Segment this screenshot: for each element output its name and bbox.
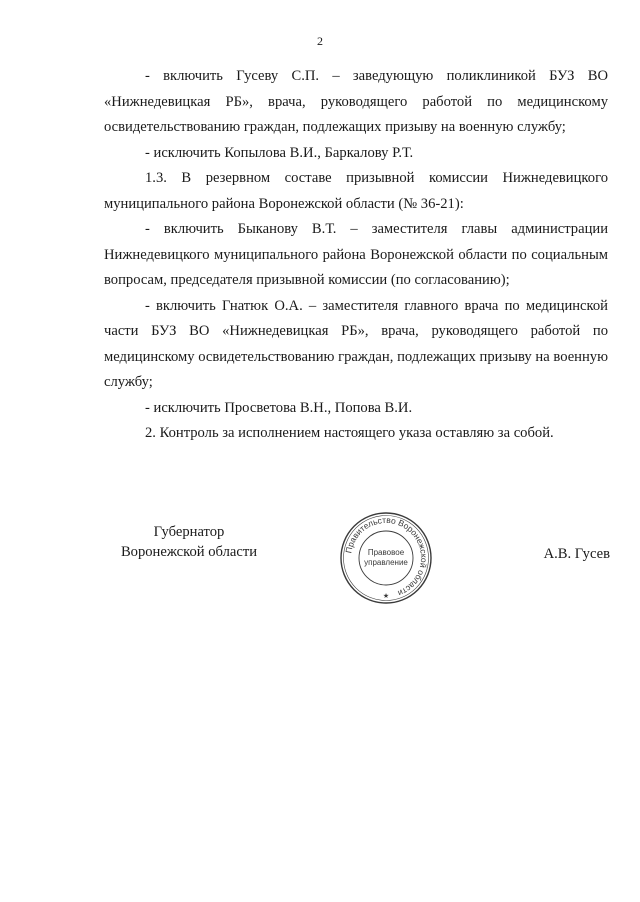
paragraph-include-gnatyuk: - включить Гнатюк О.А. – заместителя главного врача по медицинской части БУЗ ВО «Нижнедевицкая РБ», врача, руководящего работой по медицинскому освидетельствованию граждан, подлежащих призыву на военную службу; bbox=[104, 297, 608, 390]
signatory-name: А.В. Гусев bbox=[543, 546, 610, 562]
paragraph-exclude-kopylov: - исключить Копылова В.И., Баркалову Р.Т. bbox=[145, 144, 414, 161]
signatory-title-line1: Губернатор bbox=[153, 524, 225, 540]
document-body bbox=[104, 64, 608, 447]
paragraph-control: 2. Контроль за исполнением настоящего указа оставляю за собой. bbox=[145, 425, 554, 441]
stamp-star-icon: ★ bbox=[382, 592, 390, 600]
paragraph-reserve-commission: 1.3. В резервном составе призывной комиссии Нижнедевицкого муниципального района Воронежской области (№ 36-21): bbox=[104, 170, 608, 212]
paragraph-exclude-prosvetov: - исключить Просветова В.Н., Попова В.И. bbox=[145, 399, 413, 416]
signatory-title bbox=[104, 522, 274, 562]
signatory-title-line2: Воронежской области bbox=[120, 544, 258, 560]
page-number: 2 bbox=[317, 34, 323, 48]
stamp-center-line1: Правовое bbox=[367, 548, 405, 557]
stamp-ring-text: Правительство Воронежской области bbox=[343, 514, 430, 599]
paragraph-include-bykanova: - включить Быканову В.Т. – заместителя главы администрации Нижнедевицкого муниципального района Воронежской области по социальным вопросам, председателя призывной комиссии (по согласованию); bbox=[104, 221, 608, 288]
paragraph-include-guseva: - включить Гусеву С.П. – заведующую поликлиникой БУЗ ВО «Нижнедевицкая РБ», врача, руководящего работой по медицинскому освидетельствованию граждан, подлежащих призыву на военную службу; bbox=[104, 68, 608, 135]
stamp-center-line2: управление bbox=[364, 558, 408, 567]
official-stamp bbox=[338, 510, 434, 606]
